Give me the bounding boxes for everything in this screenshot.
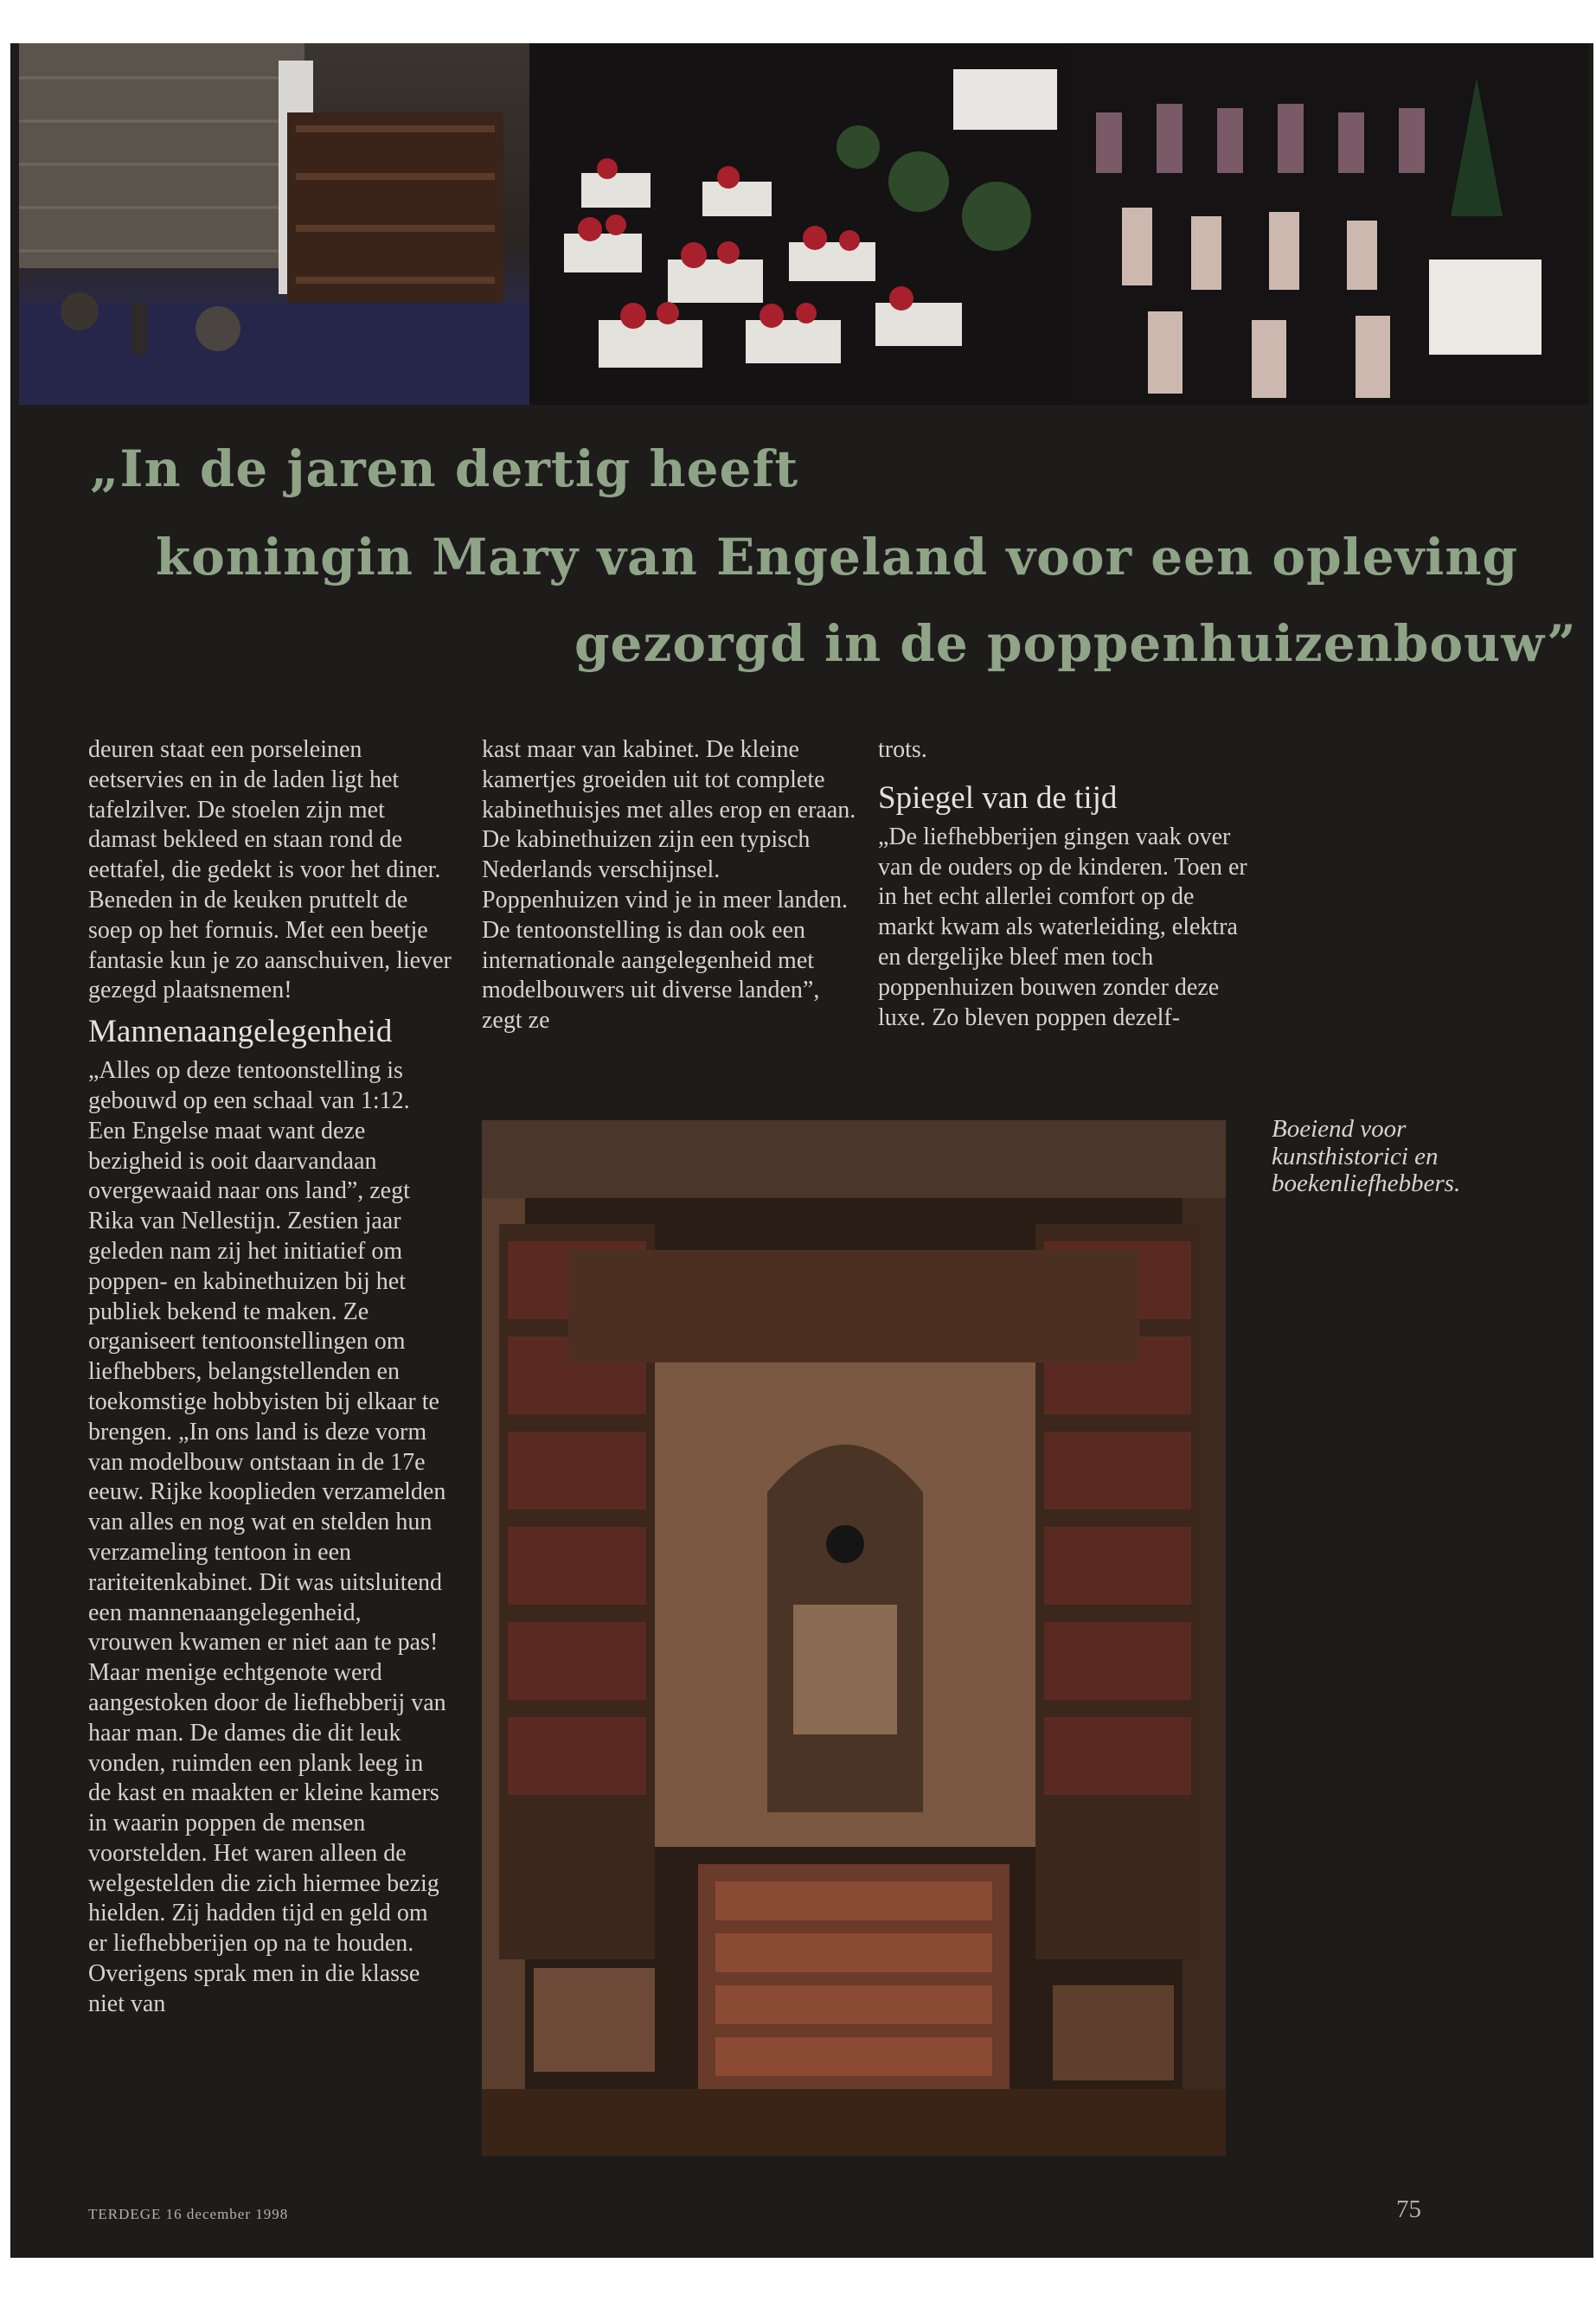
publication-footer: TERDEGE 16 december 1998 xyxy=(88,2206,289,2222)
pull-quote-line-3: gezorgd in de poppenhuizenbouw” xyxy=(574,614,1577,673)
photo-miniature-flower-arrangements xyxy=(529,43,1070,405)
section-heading-mannenaangelegenheid: Mannenaangelegenheid xyxy=(88,1014,393,1050)
pull-quote-line-1: „In de jaren dertig heeft xyxy=(90,439,799,498)
section-heading-spiegel-van-de-tijd: Spiegel van de tijd xyxy=(878,779,1118,816)
text-column-2 xyxy=(482,735,862,1036)
photo-miniature-armory xyxy=(19,43,538,405)
text-column-3 xyxy=(878,735,1250,1033)
paragraph: deuren staat een porseleinen eetservies en in de laden ligt het tafelzilver. De stoelen zijn met damast bekleed en staan rond de eettafel, die gedekt is voor het diner. Beneden in de keuken pruttelt de soep op het fornuis. Met een beetje fantasie kun je zo aanschuiven, liever gezegd plaatsnemen! xyxy=(88,736,452,1004)
photo-miniature-library-cabinet xyxy=(482,1120,1226,2156)
paragraph: trots. xyxy=(878,736,927,763)
text-column-1 xyxy=(88,735,452,2020)
pull-quote-line-2: koningin Mary van Engeland voor een opleving xyxy=(156,528,1519,586)
paragraph: „De liefhebberijen gingen vaak over van de ouders op de kinderen. Toen er in het echt allerlei comfort op de markt kwam als waterleiding, elektra en dergelijke bleef men toch poppenhuizen bouwen zonder deze luxe. Zo bleven poppen dezelf- xyxy=(878,823,1247,1031)
photo-miniature-dolls xyxy=(1070,43,1589,405)
paragraph: „Alles op deze tentoonstelling is gebouwd op een schaal van 1:12. Een Engelse maat want deze bezigheid is ooit daarvandaan overgewaaid naar ons land”, zegt Rika van Nellestijn. Zestien jaar geleden nam zij het initiatief om poppen- en kabinethuizen bij het publiek bekend te maken. Ze organiseert tentoonstellingen om liefhebbers, belangstellenden en toekomstige hobbyisten bij elkaar te brengen. „In ons land is deze vorm van modelbouw ontstaan in de 17e eeuw. Rijke kooplieden verzamelden van alles en nog wat en stelden hun verzameling tentoon in een rariteitenkabinet. Dit was uitsluitend een mannenaangelegenheid, vrouwen kwamen er niet aan te pas! Maar menige echtgenote werd aangestoken door de liefhebberij van haar man. De dames die dit leuk vonden, ruimden een plank leeg in de kast en maakten er kleine kamers in waarin poppen de mensen voorstelden. Het waren alleen de welgestelden die zich hiermee bezig hielden. Zij hadden tijd en geld om er liefhebberijen op na te houden. Overigens sprak men in die klasse niet van xyxy=(88,1057,446,2017)
page-number: 75 xyxy=(1396,2195,1421,2223)
magazine-page xyxy=(10,43,1593,2258)
photo-caption: Boeiend voor kunsthistorici en boekenliefhebbers. xyxy=(1272,1115,1461,1197)
paragraph: kast maar van kabinet. De kleine kamertjes groeiden uit tot complete kabinethuisjes met alles erop en eraan. De kabinethuizen zijn een typisch Nederlands verschijnsel. Poppenhuizen vind je in meer landen. De tentoonstelling is dan ook een internationale aangelegenheid met modelbouwers uit diverse landen”, zegt ze xyxy=(482,736,856,1035)
